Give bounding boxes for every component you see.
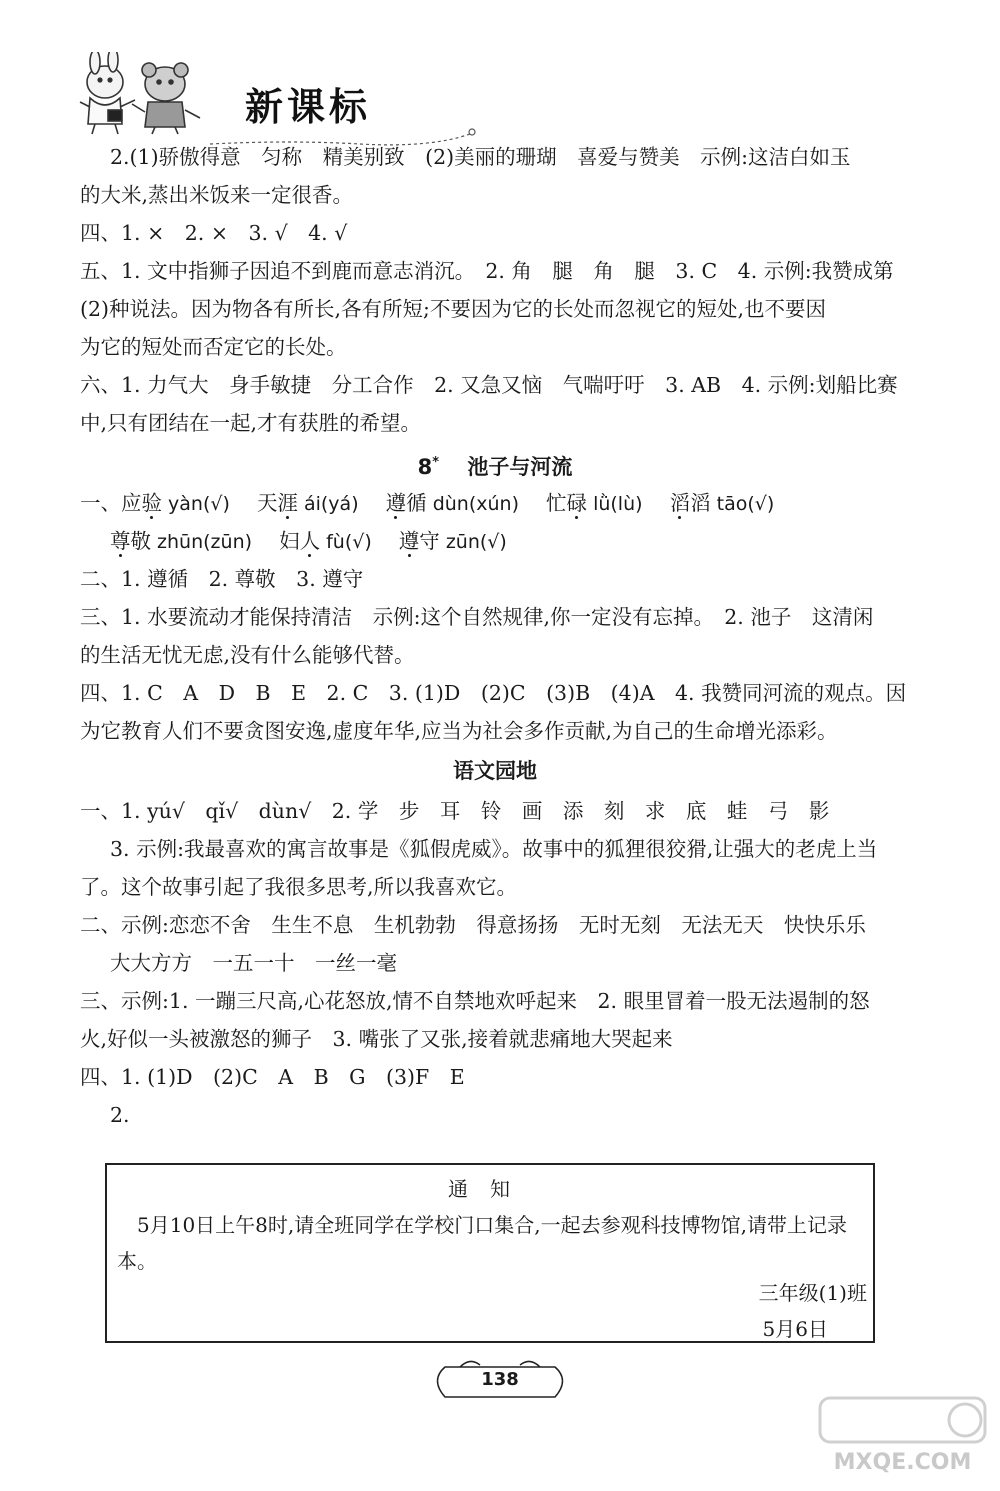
answer-line: 中,只有团结在一起,才有获胜的希望。 (80, 411, 422, 435)
pinyin-item (121, 491, 230, 515)
section-name: 池子与河流 (467, 455, 573, 479)
series-title: 新课标 (245, 85, 372, 129)
word-character: 天 (256, 491, 278, 515)
answer-line: 二、1. 遵循 2. 尊敬 3. 遵守 (80, 567, 364, 591)
section-star: * (432, 455, 440, 470)
word-character: 应 (121, 491, 142, 515)
answer-line: 了。这个故事引起了我很多思考,所以我喜欢它。 (80, 875, 518, 899)
pinyin-item (279, 529, 372, 553)
answer-line: 三、1. 水要流动才能保持清洁 示例:这个自然规律,你一定没有忘掉。 2. 池子 这清闲 (80, 605, 874, 629)
answer-line: 火,好似一头被激怒的狮子 3. 嘴张了又张,接着就悲痛地大哭起来 (80, 1027, 673, 1051)
pinyin-answer: tāo(√) (710, 493, 775, 515)
answer-line: 为它教育人们不要贪图安逸,虚度年华,应当为社会多作贡献,为自己的生命增光添彩。 (80, 719, 838, 743)
question-prefix: 一、 (80, 491, 121, 515)
answer-line: 四、1. C A D B E 2. C 3. (1)D (2)C (3)B (4)A 4. 我赞同河流的观点。因 (80, 681, 907, 705)
answer-line: (2)种说法。因为物各有所长,各有所短;不要因为它的长处而忽视它的短处,也不要因 (80, 297, 826, 321)
section-number: 8 (417, 455, 433, 479)
answer-line: 为它的短处而否定它的长处。 (80, 335, 347, 359)
answer-line: 三、示例:1. 一蹦三尺高,心花怒放,情不自禁地欢呼起来 2. 眼里冒着一股无法遏制的怒 (80, 989, 870, 1013)
answer-line: 的生活无忧无虑,没有什么能够代替。 (80, 643, 415, 667)
dotted-character: 遵 (398, 529, 420, 553)
answer-line: 2. (110, 1103, 130, 1127)
answer-line: 五、1. 文中指狮子因追不到鹿而意志消沉。 2. 角 腿 角 腿 3. C 4. 示例:我赞成第 (80, 259, 894, 283)
pinyin-item (386, 491, 519, 515)
word-character: 妇 (279, 529, 300, 553)
answer-line: 四、1. × 2. × 3. √ 4. √ (80, 221, 348, 245)
answer-line: 2.(1)骄傲得意 匀称 精美别致 (2)美丽的珊瑚 喜爱与赞美 示例:这洁白如玉 (110, 145, 851, 169)
answer-line: 的大米,蒸出米饭来一定很香。 (80, 183, 354, 207)
word-character: 滔 (690, 491, 711, 515)
pinyin-item (110, 529, 252, 553)
watermark-text: MXQE.COM (833, 1450, 972, 1475)
pinyin-item (257, 491, 359, 515)
pinyin-item (546, 491, 643, 515)
answer-line: 二、示例:恋恋不舍 生生不息 生机勃勃 得意扬扬 无时无刻 无法无天 快快乐乐 (80, 913, 866, 937)
pinyin-answer: yàn(√) (162, 493, 230, 515)
notice-title: 通知 (448, 1177, 532, 1201)
answer-line: 六、1. 力气大 身手敏捷 分工合作 2. 又急又恼 气喘吁吁 3. AB 4. 示例:划船比赛 (80, 373, 898, 397)
section-title (80, 442, 910, 484)
notice-signer: 三年级(1)班 (758, 1281, 867, 1305)
answer-line: 大大方方 一五一十 一丝一毫 (110, 951, 397, 975)
pinyin-row (80, 522, 910, 560)
pinyin-answer: ái(yá) (297, 493, 359, 515)
dotted-character: 涯 (277, 491, 298, 515)
page-header (40, 52, 940, 142)
word-character: 守 (419, 529, 440, 553)
dotted-character: 碌 (566, 491, 588, 515)
pinyin-answer: fù(√) (320, 531, 372, 553)
pinyin-answer: zūn(√) (439, 531, 507, 553)
word-character: 循 (406, 491, 427, 515)
pinyin-answer: lǜ(lù) (587, 493, 643, 515)
pinyin-answer: dùn(xún) (426, 493, 519, 515)
dotted-character: 尊 (110, 529, 131, 553)
dotted-character: 验 (141, 491, 162, 515)
answer-line: 3. 示例:我最喜欢的寓言故事是《狐假虎威》。故事中的狐狸很狡猾,让强大的老虎上当 (110, 837, 878, 861)
page-number-badge (425, 1355, 575, 1405)
answer-line: 一、1. yú√ qǐ√ dùn√ 2. 学 步 耳 铃 画 添 刻 求 底 蛙 弓 影 (80, 799, 830, 823)
pinyin-row (80, 484, 910, 522)
mascot-illustration-icon (60, 52, 230, 137)
answer-line: 四、1. (1)D (2)C A B G (3)F E (80, 1065, 465, 1089)
answer-content (80, 138, 910, 1134)
dotted-character: 遵 (385, 491, 407, 515)
page-number: 138 (481, 1369, 519, 1390)
dotted-character: 滔 (669, 491, 691, 515)
watermark-logo-icon (815, 1390, 990, 1450)
word-character: 忙 (546, 491, 567, 515)
dotted-character: 人 (299, 529, 321, 553)
notice-box (105, 1163, 875, 1343)
notice-body: 5月10日上午8时,请全班同学在学校门口集合,一起去参观科技博物馆,请带上记录本。 (117, 1213, 847, 1273)
garden-title: 语文园地 (453, 759, 537, 783)
watermark (810, 1390, 995, 1485)
word-character: 敬 (130, 529, 151, 553)
pinyin-item (670, 491, 775, 515)
notice-date: 5月6日 (762, 1317, 828, 1341)
pinyin-item (399, 529, 507, 553)
pinyin-answer: zhūn(zūn) (151, 531, 253, 553)
